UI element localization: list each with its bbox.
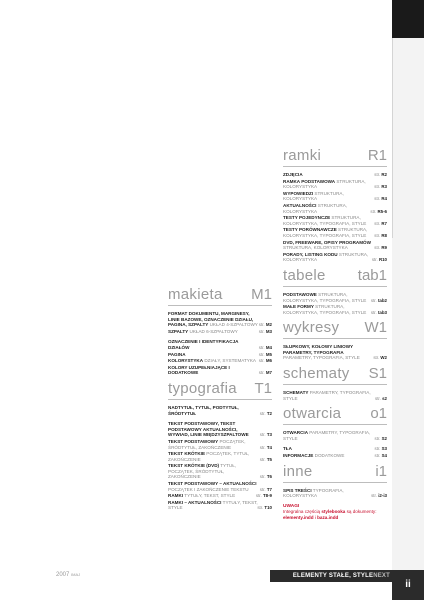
year-suffix: IMAJ (71, 572, 81, 577)
toc-entry[interactable] (283, 179, 387, 190)
toc-entry[interactable] (283, 172, 387, 178)
entry-page-ref (375, 446, 387, 452)
entry-description: POCZĄTEK I ZAKOŃCZENIE TEKSTU (168, 486, 249, 492)
entry-title: SPIS TREŚCI (283, 487, 312, 493)
entry-page-ref (260, 457, 272, 463)
entry-title: INFORMACJE (283, 453, 314, 459)
page-prefix: str. (374, 446, 381, 452)
page-prefix: str. (374, 435, 381, 441)
toc-left-column (168, 287, 272, 516)
entry-page-ref (375, 436, 387, 442)
section-typografia (168, 381, 272, 511)
section-code: T1 (254, 379, 272, 397)
toc-entry[interactable] (168, 481, 272, 492)
section-header (283, 406, 387, 425)
entry-title: DVD, FREEWARE, OPISY PROGRAMÓW (283, 239, 371, 245)
page-prefix: str. (259, 444, 266, 450)
toc-right-column (283, 148, 387, 521)
page-prefix: str. (258, 358, 265, 364)
entry-description: STRUKTURA, KOLORYSTYKA (283, 245, 348, 251)
page-code: T7 (266, 486, 272, 492)
entry-description: STRUKTURA, KOLORYSTYKA (283, 202, 348, 214)
toc-entry[interactable] (168, 500, 272, 511)
toc-entry[interactable] (283, 191, 387, 202)
section-title: makieta (168, 286, 223, 303)
page-prefix: str. (371, 257, 378, 263)
notes-text (283, 509, 387, 520)
page-code: R7 (381, 220, 387, 226)
page-code: T6 (266, 474, 272, 480)
page-prefix: str. (374, 453, 381, 459)
entry-title: RAMKA PODSTAWOWA (283, 178, 336, 184)
entry-page-ref (259, 370, 272, 376)
toc-entry[interactable] (168, 421, 272, 438)
section-code: W1 (364, 319, 387, 337)
entry-title: KOLORY UZUPEŁNIAJĄCE I DODATKOWE (168, 364, 230, 376)
entry-title: TESTY POJEDYNCZE (283, 215, 331, 221)
section-code: M1 (251, 286, 272, 303)
page-code: W2 (380, 355, 387, 361)
entry-page-ref (371, 493, 387, 499)
section-makieta (168, 287, 272, 376)
entry-page-ref (375, 396, 387, 402)
page-prefix: str. (255, 493, 262, 499)
entry-title: WYPOWIEDZI (283, 190, 314, 196)
entry-page-ref (373, 355, 387, 361)
entry-title: TŁA (283, 446, 292, 452)
page-prefix: str. (258, 351, 265, 357)
entry-page-ref (259, 345, 272, 351)
toc-entry[interactable] (283, 215, 387, 226)
toc-entry[interactable] (168, 358, 272, 364)
entry-title: OTWARCIA (283, 430, 309, 436)
entry-description: STRUKTURA, KOLORYSTYKA, TYPOGRAFIA, STYLE (283, 291, 367, 303)
toc-entry[interactable] (168, 352, 272, 358)
toc-entry[interactable] (168, 463, 272, 480)
page-code: T3 (266, 432, 272, 438)
entry-title: SCHEMATY (283, 390, 309, 396)
entry-title: SŁUPKOWY, KOŁOWY LINIOWY PARAMETRY, TYPOGRAFIA (283, 344, 354, 355)
toc-entry[interactable] (168, 365, 272, 376)
entry-title: PORADY, LISTING KODU (283, 251, 338, 257)
entry-title: TEKST KRÓTKIE (DVD) (168, 463, 220, 469)
entry-page-ref (374, 221, 387, 227)
entry-page-ref (259, 358, 272, 364)
toc-entry[interactable] (283, 446, 387, 452)
strip-divider (392, 38, 424, 238)
section-title: inne (283, 462, 313, 480)
notes-text-b: są dokumenty: (345, 509, 377, 515)
page-prefix: str. (259, 486, 266, 492)
toc-entry[interactable] (283, 488, 387, 499)
page-prefix: str. (374, 184, 381, 190)
notes-bold-stylebook: stylebooka (321, 509, 346, 515)
entry-description: STRUKTURA, KOLORYSTYKA (283, 251, 369, 263)
toc-entry[interactable] (168, 493, 272, 499)
page-prefix: str. (375, 395, 381, 401)
page-prefix: str. (259, 432, 266, 438)
section-title: schematy (283, 365, 350, 383)
notes-sep: i (313, 515, 318, 520)
entry-description: PARAMETRY, TYPOGRAFIA, STYLE (283, 355, 360, 361)
page-prefix: str. (370, 309, 377, 315)
footer-year (56, 572, 80, 578)
section-header (168, 381, 272, 400)
entry-page-ref (257, 505, 272, 511)
page-prefix: str. (374, 220, 381, 226)
page-code: M5 (265, 351, 272, 357)
page-number: ii (405, 579, 411, 590)
toc-entry[interactable] (168, 329, 272, 335)
page-prefix: str. (373, 355, 380, 361)
entry-description: DODATKOWE (314, 453, 345, 459)
section-code: R1 (367, 147, 387, 164)
page-code: M3 (265, 328, 272, 334)
entry-page-ref (256, 493, 272, 499)
entry-page-ref (260, 487, 272, 493)
footer-label-main: ELEMENTY STAŁE, STYLE (292, 573, 374, 579)
entry-title: NADTYTUŁ, TYTUŁ, PODTYTUŁ, ŚRÓDTYTUŁ (168, 404, 239, 416)
page-code: R4 (381, 196, 387, 202)
entry-page-ref (374, 172, 387, 178)
entry-description: TYTUŁY, TEKST, STYLE (184, 493, 236, 499)
footer-label (272, 571, 390, 581)
entry-description: POCZĄTEK, ŚRÓDTYTUŁ, ZAKOŃCZENIE (168, 438, 246, 450)
notes-block (283, 504, 387, 521)
toc-entry[interactable] (168, 339, 272, 350)
entry-description: TYTUŁY, TEKST, STYLE (168, 499, 258, 511)
page-code: R2 (381, 172, 387, 177)
page-prefix: str. (259, 474, 266, 480)
section-schematy (283, 366, 387, 401)
toc-entry[interactable] (168, 439, 272, 450)
entry-title: SZPALTY (168, 328, 189, 334)
entry-title: TEKST PODSTAWOWY, TEKST PODSTAWOWY AKTUALNOŚCI, WYWIAD, LINIE MIĘDZYSZPALTOWE (168, 421, 249, 438)
page-prefix: str. (370, 297, 377, 303)
notes-bold-elementy: elementy.indd (283, 515, 314, 520)
entry-page-ref (374, 184, 387, 190)
toc-entry[interactable] (168, 405, 272, 416)
toc-entry[interactable] (283, 292, 387, 303)
toc-entry[interactable] (283, 390, 387, 401)
page-prefix: str. (370, 208, 377, 214)
page-code: R8 (381, 232, 387, 238)
entry-title: OZNACZENIE I IDENTYFIKACJA DZIAŁÓW (168, 339, 239, 350)
entry-description: STRUKTURA, KOLORYSTYKA (283, 178, 366, 190)
entry-page-ref (260, 432, 272, 438)
toc-entry[interactable] (168, 311, 272, 328)
entry-page-ref (259, 322, 272, 328)
section-header (283, 366, 387, 385)
entry-title: TEKST KRÓTKIE (168, 451, 206, 457)
page-prefix: str. (258, 328, 265, 334)
page-code: i2-i3 (378, 493, 387, 499)
toc-entry[interactable] (283, 430, 387, 441)
entry-page-ref (259, 329, 272, 335)
section-otwarcia (283, 406, 387, 458)
page-code: T5 (266, 456, 272, 462)
entry-title: PAGINA (168, 351, 186, 357)
page-code: M7 (265, 370, 272, 376)
notes-bold-baza: baza.indd (317, 515, 339, 520)
toc-entry[interactable] (283, 252, 387, 263)
entry-page-ref (371, 298, 387, 304)
entry-page-ref (374, 233, 387, 239)
page-code: T4 (266, 444, 272, 450)
toc-entry[interactable] (283, 203, 387, 214)
section-header (283, 320, 387, 339)
page-prefix: str. (374, 196, 381, 202)
page-code: S3 (381, 446, 387, 452)
section-inne (283, 464, 387, 499)
page-code: R10 (378, 257, 387, 263)
section-tab-marker (392, 0, 424, 38)
section-header (168, 287, 272, 306)
entry-page-ref (259, 352, 272, 358)
entry-description: PARAMETRY, TYPOGRAFIA, STYLE (283, 390, 371, 401)
page-code: tab3 (377, 309, 387, 315)
page-code: R5-6 (377, 208, 387, 214)
page-code: R9 (381, 245, 387, 251)
footer-label-next[interactable]: NEXT (373, 573, 390, 579)
section-code: i1 (375, 462, 387, 480)
year-text: 2007 (56, 572, 70, 578)
section-title: typografia (168, 379, 237, 397)
entry-page-ref (260, 445, 272, 451)
entry-title: KOLORYSTYKA (168, 358, 204, 364)
entry-description: STRUKTURA, KOLORYSTYKA (283, 190, 344, 202)
entry-page-ref (260, 411, 272, 417)
entry-page-ref (374, 196, 387, 202)
page-code: T8-9 (262, 493, 272, 499)
page-prefix: str. (258, 370, 265, 376)
page-code: S4 (381, 453, 387, 459)
entry-description: PARAMETRY, TYPOGRAFIA, STYLE (283, 430, 371, 441)
toc-entry[interactable] (283, 344, 387, 361)
section-tabele (283, 268, 387, 315)
page-code: M4 (265, 344, 272, 350)
entry-description: DZIAŁY, SYSTEMATYKA (204, 358, 256, 364)
notes-text-a: Integralna częścią (283, 509, 322, 515)
entry-page-ref (375, 453, 387, 459)
page-prefix: str. (258, 344, 265, 350)
section-code: S1 (368, 365, 387, 383)
entry-title: TEKST PODSTAWOWY – AKTUALNOŚCI (168, 481, 257, 487)
entry-description: UKŁAD 4-SZPALTOWY (209, 322, 258, 328)
toc-entry[interactable] (283, 227, 387, 238)
entry-title: PODSTAWOWE (283, 291, 317, 297)
toc-entry[interactable] (168, 451, 272, 462)
entry-page-ref (374, 245, 387, 251)
page-prefix: str. (259, 456, 266, 462)
section-title: otwarcia (283, 405, 342, 423)
page-code: M2 (265, 322, 272, 328)
section-header (283, 148, 387, 167)
page-prefix: str. (374, 232, 381, 238)
entry-description: STRUKTURA, KOLORYSTYKA, TYPOGRAFIA, STYLE (283, 227, 368, 238)
entry-title: ZDJĘCIA (283, 172, 303, 177)
page-code: R3 (381, 184, 387, 190)
page-prefix: str. (371, 493, 377, 499)
page-code: s2 (382, 395, 387, 401)
section-title: wykresy (283, 319, 340, 337)
section-title: tabele (283, 266, 326, 284)
entry-title: AKTUALNOŚCI (283, 202, 317, 208)
section-title: ramki (283, 147, 322, 164)
toc-entry[interactable] (283, 304, 387, 315)
page-prefix: str. (257, 505, 264, 511)
page-code: tab2 (377, 297, 387, 303)
entry-page-ref (371, 310, 387, 316)
toc-entry[interactable] (283, 240, 387, 251)
section-wykresy (283, 320, 387, 361)
entry-title: RAMKI – AKTUALNOŚCI (168, 499, 222, 505)
page-code: S2 (381, 435, 387, 441)
section-code: o1 (370, 405, 387, 423)
section-ramki (283, 148, 387, 263)
entry-title: TESTY PORÓWNAWCZE (283, 227, 337, 233)
page-prefix: str. (259, 410, 266, 416)
page-code: M6 (265, 358, 272, 364)
page-code: T2 (266, 410, 272, 416)
page-prefix: str. (374, 245, 381, 251)
entry-title: TEKST PODSTAWOWY (168, 438, 219, 444)
entry-title: RAMKI (168, 493, 184, 499)
entry-description: STRUKTURA, KOLORYSTYKA, TYPOGRAFIA, STYLE (283, 304, 367, 315)
page-prefix: str. (374, 172, 381, 177)
page-code: T10 (264, 505, 272, 511)
entry-title: MAŁE FORMY (283, 304, 314, 310)
entry-description: POCZĄTEK, TYTUŁ, ZAKOŃCZENIE (168, 451, 250, 462)
entry-description: UKŁAD 6-SZPALTOWY (189, 328, 238, 334)
entry-page-ref (260, 474, 272, 480)
section-code: tab1 (357, 266, 387, 284)
section-header (283, 464, 387, 483)
entry-description: TYPOGRAFIA, KOLORYSTYKA (283, 487, 344, 499)
entry-page-ref (372, 257, 387, 263)
toc-entry[interactable] (283, 453, 387, 459)
entry-description: TYTUŁ, POCZĄTEK, ŚRÓDTYTUŁ, ZAKOŃCZENIE (168, 463, 237, 480)
entry-page-ref (370, 209, 387, 215)
notes-heading: UWAGI (283, 503, 300, 509)
entry-title: FORMAT DOKUMENTU, MARGINESY, LINIE BAZOWE, OZNACZENIE DZIAŁU, PAGINA, SZPALTY (168, 311, 254, 328)
page-prefix: str. (258, 322, 265, 328)
section-header (283, 268, 387, 287)
entry-description: STRUKTURA, KOLORYSTYKA, TYPOGRAFIA, STYLE (283, 215, 367, 226)
